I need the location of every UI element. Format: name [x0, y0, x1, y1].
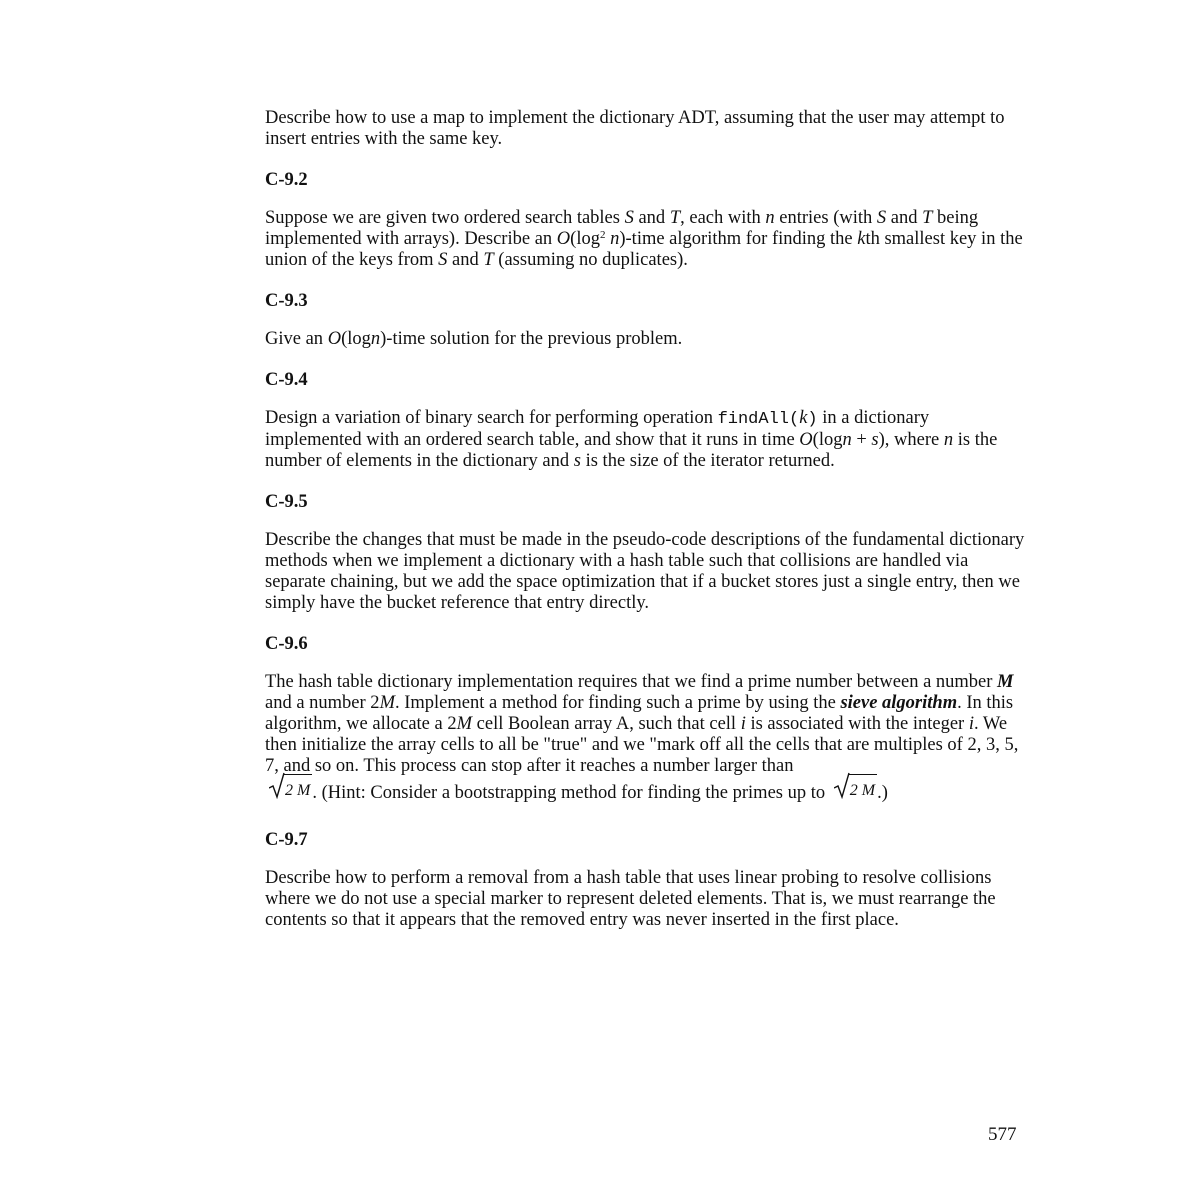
intro-paragraph: Describe how to use a map to implement the dictionary ADT, assuming that the user may attempt to insert entries with the same key.: [265, 108, 1005, 149]
square-root-expression: 2 M: [269, 777, 312, 810]
page-content: [265, 108, 1025, 931]
square-root-expression-2: 2 M: [834, 777, 877, 810]
problem-text-c96-continued: 2 M . (Hint: Consider a bootstrapping method for finding the primes up to 2 M .): [265, 777, 1025, 810]
problem-heading-c93: C-9.3: [265, 291, 308, 311]
problem-heading-c96: C-9.6: [265, 634, 308, 654]
problem-text-c92: Suppose we are given two ordered search tables S and T, each with n entries (with S and T being implemented with arrays). Describe an $O(\log^2$ n)-time algorithm for finding the kth smallest key in the union of the keys from S and T (assuming no duplicates).: [265, 208, 1023, 270]
problem-heading-c97: C-9.7: [265, 830, 308, 850]
problem-text-c93: Give an O(logn)-time solution for the previous problem.: [265, 329, 683, 349]
problem-heading-c95: C-9.5: [265, 492, 308, 512]
problem-text-c96: The hash table dictionary implementation requires that we find a prime number between a number M and a number 2M. Implement a method for finding such a prime by using the sieve algorithm. In this algorithm, we allocate a 2M cell Boolean array A, such that cell i is associated with the integer i. We then initialize the array cells to all be "true" and we "mark off all the cells that are multiples of 2, 3, 5, 7, and so on. This process can stop after it reaches a number larger than: [265, 672, 1019, 776]
problem-text-c97: Describe how to perform a removal from a hash table that uses linear probing to resolve collisions where we do not use a special marker to represent deleted elements. That is, we must rearrange the contents so that it appears that the removed entry was never inserted in the first place.: [265, 868, 996, 930]
problem-heading-c92: C-9.2: [265, 170, 308, 190]
problem-text-c95: Describe the changes that must be made in the pseudo-code descriptions of the fundamental dictionary methods when we implement a dictionary with a hash table such that collisions are handled via separate chaining, but we add the space optimization that if a bucket stores just a single entry, then we simply have the bucket reference that entry directly.: [265, 530, 1025, 613]
problem-heading-c94: C-9.4: [265, 370, 308, 390]
page-number: 577: [988, 1124, 1017, 1145]
problem-text-c94: Design a variation of binary search for performing operation findAll(k) in a dictionary implemented with an ordered search table, and show that it runs in time O(logn + s), where n is the number of elements in the dictionary and s is the size of the iterator returned.: [265, 408, 998, 471]
